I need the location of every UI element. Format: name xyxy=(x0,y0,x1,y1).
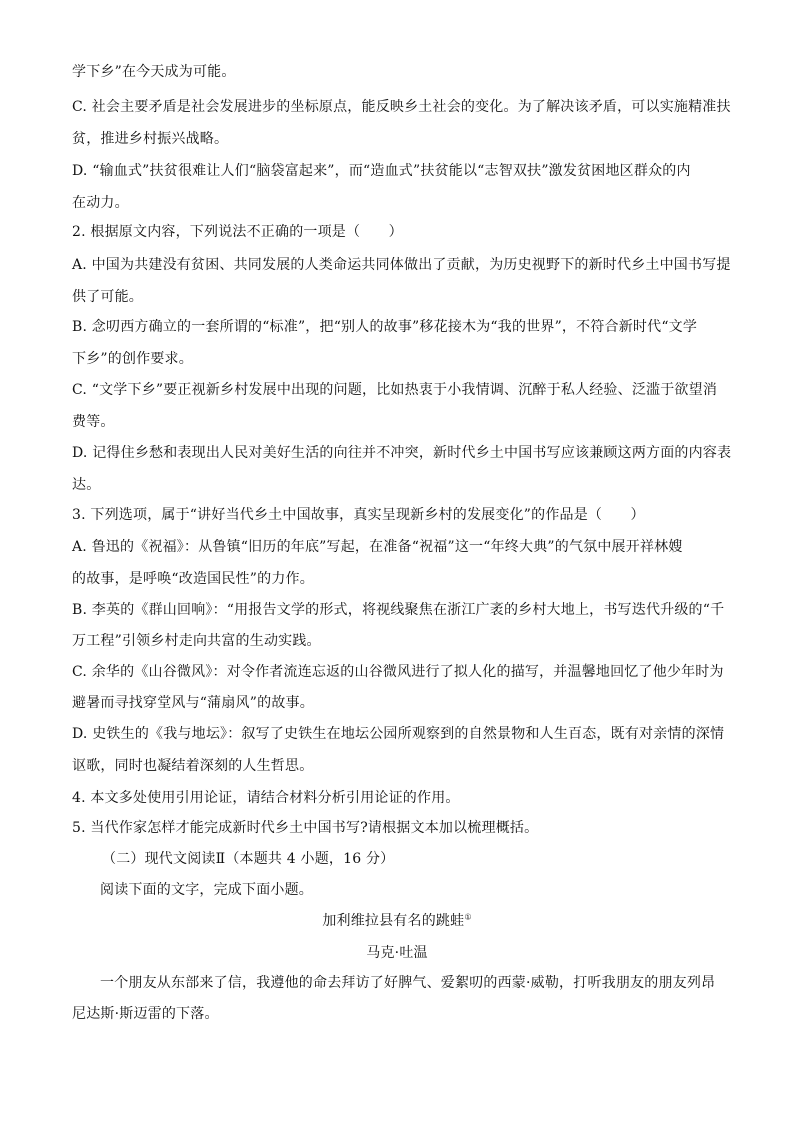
story-title xyxy=(0,911,794,931)
text-line: 在动力。 xyxy=(72,195,129,211)
author: 马克·吐温 xyxy=(366,945,428,961)
option-a-line: A. 中国为共建没有贫困、共同发展的人类命运共同体做出了贡献，为历史视野下的新时代乡土中国书写提 xyxy=(72,257,731,273)
text-line: 学下乡”在今天成为可能。 xyxy=(72,64,236,80)
question-4: 4. 本文多处使用引用论证，请结合材料分析引用论证的作用。 xyxy=(72,790,460,806)
question-5: 5. 当代作家怎样才能完成新时代乡土中国书写?请根据文本加以梳理概括。 xyxy=(72,820,539,836)
body-paragraph-line: 尼达斯·斯迈雷的下落。 xyxy=(72,1006,219,1022)
option-d-line: D. 记得住乡愁和表现出人民对美好生活的向往并不冲突，新时代乡土中国书写应该兼顾这两方面的内容表 xyxy=(72,445,732,461)
text-line: 供了可能。 xyxy=(72,289,143,305)
instruction: 阅读下面的文字，完成下面小题。 xyxy=(100,882,313,898)
option-b-line: B. 李英的《群山回响》：“用报告文学的形式，将视线聚焦在浙江广袤的乡村大地上，书写迭代升级的“千 xyxy=(72,602,725,618)
option-b-line: B. 念叨西方确立的一套所谓的“标准”，把“别人的故事”移花接木为“我的世界”，不符合新时代“文学 xyxy=(72,319,698,335)
option-c-line: C. 余华的《山谷微风》：对令作者流连忘返的山谷微风进行了拟人化的描写，并温馨地回忆了他少年时为 xyxy=(72,664,724,680)
text-line: 下乡”的创作要求。 xyxy=(72,351,193,367)
text-line: 万工程”引领乡村走向共富的生动实践。 xyxy=(72,633,321,649)
story-title-text: 加利维拉县有名的跳蛙 xyxy=(322,913,465,929)
option-a-line: A. 鲁迅的《祝福》：从鲁镇“旧历的年底”写起，在准备“祝福”这一“年终大典”的气氛中展开祥林嫂 xyxy=(72,539,683,555)
text-line: 讴歌，同时也凝结着深刻的人生哲思。 xyxy=(72,758,314,774)
question-2: 2. 根据原文内容，下列说法不正确的一项是（ ） xyxy=(72,224,403,240)
text-line: 达。 xyxy=(72,477,101,493)
footnote-marker: ① xyxy=(464,912,472,922)
section-heading: （二）现代文阅读Ⅱ（本题共 4 小题，16 分） xyxy=(102,851,395,867)
option-d-line: D. “输血式”扶贫很难让人们“脑袋富起来”，而“造血式”扶贫能以“志智双扶”激发贫困地区群众的内 xyxy=(72,163,691,179)
question-3: 3. 下列选项，属于“讲好当代乡土中国故事，真实呈现新乡村的发展变化”的作品是（ ） xyxy=(72,507,645,523)
text-line: 的故事，是呼唤“改造国民性”的力作。 xyxy=(72,571,314,587)
body-paragraph-line: 一个朋友从东部来了信，我遵他的命去拜访了好脾气、爱絮叨的西蒙·威勒，打听我朋友的朋友列昂 xyxy=(100,975,716,991)
option-c-line: C. “文学下乡”要正视新乡村发展中出现的问题，比如热衷于小我情调、沉醉于私人经验、泛滥于欲望消 xyxy=(72,382,718,398)
text-line: 贫，推进乡村振兴战略。 xyxy=(72,131,229,147)
option-d-line: D. 史铁生的《我与地坛》：叙写了史铁生在地坛公园所观察到的自然景物和人生百态，既有对亲情的深情 xyxy=(72,726,725,742)
text-line: 避暑而寻找穿堂风与“蒲扇风”的故事。 xyxy=(72,695,314,711)
text-line: 费等。 xyxy=(72,414,115,430)
option-c-line: C. 社会主要矛盾是社会发展进步的坐标原点，能反映乡土社会的变化。为了解决该矛盾，可以实施精准扶 xyxy=(72,99,731,115)
